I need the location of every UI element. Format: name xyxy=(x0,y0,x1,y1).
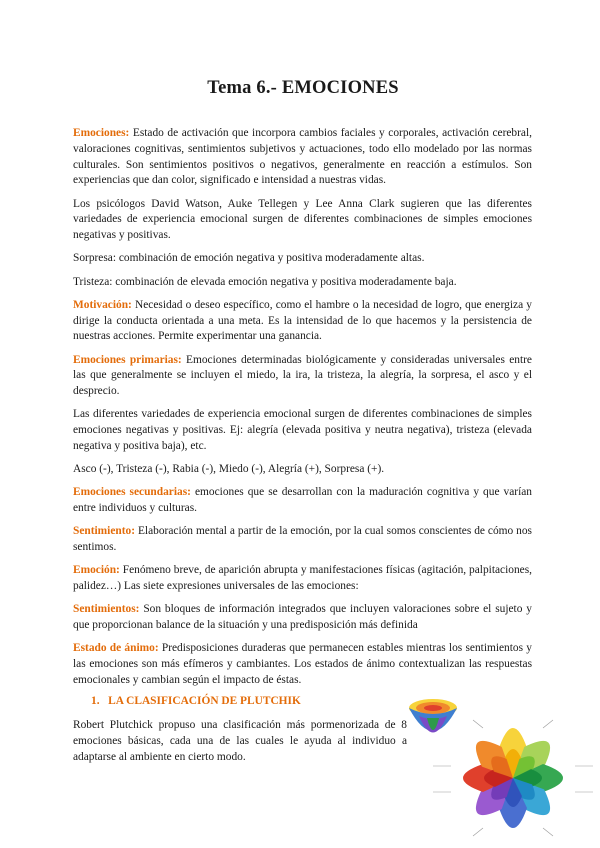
definition: Estado de activación que incorpora cambios faciales y corporales, activación cerebral, valoraciones cognitivas, sentimientos subjetivos y actuaciones, todo ello modelado por las normas culturales. Son sentimientos positivos o negativos, generalmente en reacción a estímulos. Son experiencias que dan color, significado e intensidad a nuestras vidas. xyxy=(73,127,532,187)
definition: emociones que se desarrollan con la maduración cognitiva y que varían entre individuos y culturas. xyxy=(73,486,532,515)
paragraph-text: Asco (-), Tristeza (-), Rabia (-), Miedo (-), Alegría (+), Sorpresa (+). xyxy=(73,463,385,476)
paragraph-lista-emociones xyxy=(73,462,532,478)
definition: Emociones determinadas biológicamente y consideradas universales entre las que generalmente se incluyen el miedo, la ira, la tristeza, la alegría, la sorpresa, el asco y el desprecio. xyxy=(73,353,532,398)
definition: Son bloques de información integrados que incluyen valoraciones sobre el sujeto y que proporcionan balance de la situación y una predisposición más definida xyxy=(73,603,532,632)
plutchik-paragraph xyxy=(73,718,407,765)
paragraph-sorpresa xyxy=(73,251,532,267)
paragraph-sentimientos xyxy=(73,602,532,634)
paragraph-text: Los psicólogos David Watson, Auke Tellegen y Lee Anna Clark sugieren que las diferentes variedades de experiencia emocional surgen de diferentes combinaciones de simples emociones negativas y positivas. xyxy=(73,197,532,242)
paragraph-emociones-primarias xyxy=(73,353,532,400)
emotion-cone-graphic xyxy=(409,699,457,733)
definition: Predisposiciones duraderas que permanecen estables mientras los sentimientos y las emociones son más efímeros y cambiantes. Los estados de ánimo contextualizan las respuestas emocionales y cambian según el impacto de éstas. xyxy=(73,642,532,686)
paragraph-emociones-secundarias xyxy=(73,485,532,517)
definition: Fenómeno breve, de aparición abrupta y manifestaciones físicas (agitación, palpitaciones, palidez…) Las siete expresiones universales de las emociones: xyxy=(73,564,532,593)
term: Sentimientos: xyxy=(73,603,140,616)
section-number: 1. xyxy=(91,695,100,707)
body-text xyxy=(73,126,532,696)
term: Emociones primarias: xyxy=(73,353,182,366)
section-title: LA CLASIFICACIÓN DE PLUTCHIK xyxy=(108,695,301,707)
paragraph-motivacion xyxy=(73,298,532,345)
paragraph-estado-animo xyxy=(73,641,532,688)
paragraph-emociones xyxy=(73,126,532,189)
term: Emociones secundarias: xyxy=(73,486,191,499)
paragraph-sentimiento xyxy=(73,524,532,556)
section-heading xyxy=(91,695,301,707)
paragraph-variedades xyxy=(73,407,532,454)
definition: Necesidad o deseo específico, como el hambre o la necesidad de logro, que energiza y dirige la conducta orientada a una meta. Es la intensidad de lo que hacemos y la persistencia de nuestras acciones. Permite experimentar una ganancia. xyxy=(73,298,532,343)
definition: Elaboración mental a partir de la emoción, por la cual somos conscientes de cómo nos sentimos. xyxy=(73,525,532,554)
page-title: Tema 6.- EMOCIONES xyxy=(207,78,399,98)
term: Emociones: xyxy=(73,127,130,139)
plutchik-wheel-figure xyxy=(405,694,595,844)
paragraph-tristeza xyxy=(73,275,532,291)
term: Estado de ánimo: xyxy=(73,642,159,655)
term: Sentimiento: xyxy=(73,525,136,538)
term: Emoción: xyxy=(73,564,120,577)
paragraph-psicologos xyxy=(73,197,532,244)
term: Motivación: xyxy=(73,298,132,311)
paragraph-text: Las diferentes variedades de experiencia emocional surgen de diferentes combinaciones de simples emociones negativas y positivas. Ej: alegría (elevada positiva y neutra negativa), tristeza (elevada negativa y positiva baja), etc. xyxy=(73,408,532,452)
paragraph-text: Tristeza: combinación de elevada emoción negativa y positiva moderadamente baja. xyxy=(73,275,457,288)
paragraph-text: Robert Plutchick propuso una clasificación más pormenorizada de 8 emociones básicas, cada una de las cuales le ayuda al individuo a adaptarse al ambiente en cierto modo. xyxy=(73,719,407,763)
paragraph-emocion xyxy=(73,563,532,595)
paragraph-text: Sorpresa: combinación de emoción negativa y positiva moderadamente altas. xyxy=(73,252,425,265)
emotion-wheel-graphic xyxy=(433,720,593,836)
